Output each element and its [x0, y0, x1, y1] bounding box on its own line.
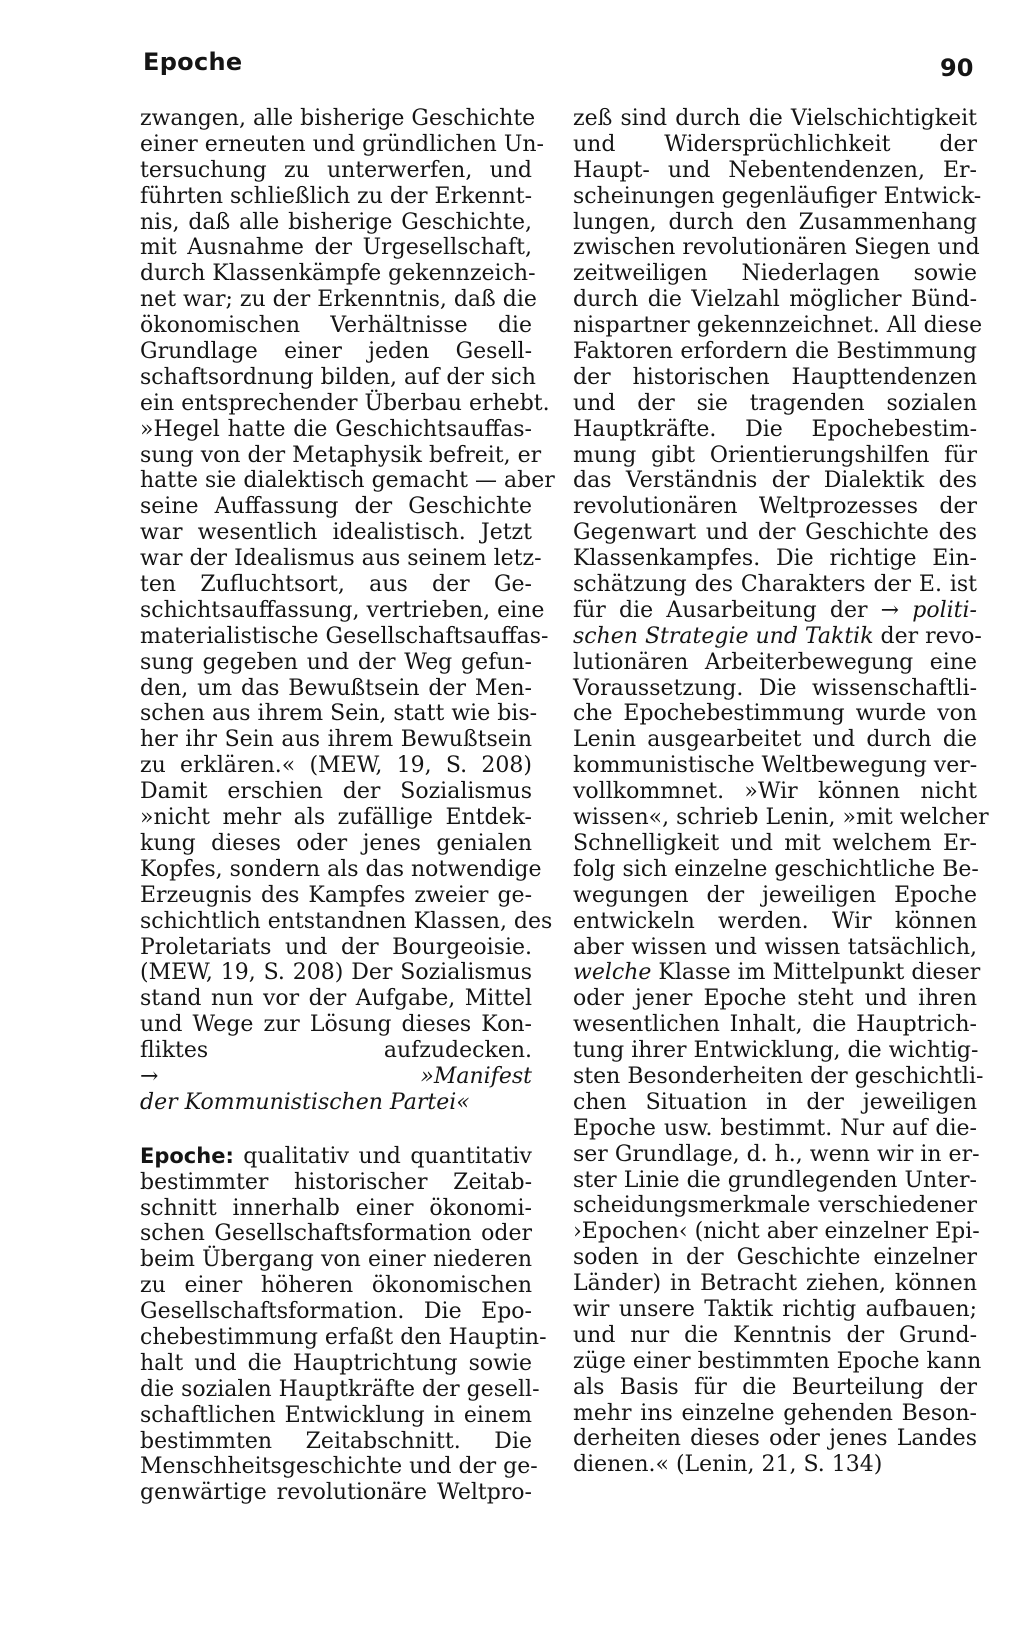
text-line: ster Linie die grundlegenden Unter-	[573, 1167, 977, 1193]
entry-text-part	[573, 649, 989, 961]
text-line: vollkommnet. »Wir können nicht	[573, 779, 977, 805]
text-line	[140, 1144, 532, 1170]
right-column	[573, 106, 989, 1478]
text-line: wissen«, schrieb Lenin, »mit welcher	[573, 805, 989, 831]
text-line: Gegenwart und der Geschichte des	[573, 520, 977, 546]
text-line	[573, 598, 977, 624]
text-line: Erzeugnis des Kampfes zweier ge-	[140, 882, 532, 908]
text-line: soden in der Geschichte einzelner	[573, 1245, 977, 1271]
text-line: bestimmten Zeitabschnitt. Die	[140, 1428, 532, 1454]
text-line: »Hegel hatte die Geschichtsauffas-	[140, 416, 532, 442]
text-line: durch Klassenkämpfe gekennzeich-	[140, 261, 536, 287]
text-line: chen Situation in der jeweiligen	[573, 1089, 977, 1115]
crossref-strategy: politi-	[912, 597, 977, 623]
crossref-arrow: →	[140, 1063, 159, 1089]
text-line: net war; zu der Erkenntnis, daß die	[140, 287, 537, 313]
text-line: beim Übergang von einer niederen	[140, 1247, 532, 1273]
text-line: Klassenkampfes. Die richtige Ein-	[573, 546, 977, 572]
text-line: mit Ausnahme der Urgesellschaft,	[140, 235, 532, 261]
running-head: Epoche	[143, 48, 243, 76]
text-line: ›Epochen‹ (nicht aber einzelner Epi-	[573, 1219, 980, 1245]
lemma-epoche: Epoche:	[140, 1143, 234, 1168]
text-line: sten Besonderheiten der geschichtli-	[573, 1063, 984, 1089]
text-line: Kopfes, sondern als das notwendige	[140, 856, 542, 882]
text-line: mung gibt Orientierungshilfen für	[573, 442, 977, 468]
text-line: genwärtige revolutionäre Weltpro-	[140, 1480, 532, 1506]
text-line: schaftsordnung bilden, auf der sich	[140, 364, 536, 390]
text-line: che Epochebestimmung wurde von	[573, 701, 977, 727]
text-line: ser Grundlage, d. h., wenn wir in er-	[573, 1141, 980, 1167]
text-line: entwickeln werden. Wir können	[573, 908, 977, 934]
text-line: tung ihrer Entwicklung, die wichtig-	[573, 1038, 979, 1064]
text-line: die sozialen Hauptkräfte der gesell-	[140, 1376, 540, 1402]
text-line: und Widersprüchlichkeit der	[573, 131, 977, 157]
text-line: zu einer höheren ökonomischen	[140, 1273, 532, 1299]
entry-gap	[140, 1116, 532, 1144]
text-line	[573, 960, 981, 986]
text-line: nispartner gekennzeichnet. All diese	[573, 313, 983, 339]
text-line: ein entsprechender Überbau erhebt.	[140, 390, 550, 416]
text-line: seine Auffassung der Geschichte	[140, 494, 532, 520]
text-line: kommunistische Weltbewegung ver-	[573, 753, 978, 779]
text-line: war wesentlich idealistisch. Jetzt	[140, 520, 532, 546]
text-line: Damit erschien der Sozialismus	[140, 779, 532, 805]
text-line: lungen, durch den Zusammenhang	[573, 209, 977, 235]
text-line: Länder) in Betracht ziehen, können	[573, 1271, 977, 1297]
entry-text-part	[573, 106, 983, 598]
text-line: züge einer bestimmten Epoche kann	[573, 1348, 982, 1374]
text-line: Epoche usw. bestimmt. Nur auf die-	[573, 1115, 977, 1141]
text-line: ten Zufluchtsort, aus der Ge-	[140, 572, 532, 598]
entry-definition-start: qualitativ und quantitativ	[243, 1143, 532, 1169]
text-line: oder jener Epoche steht und ihren	[573, 986, 977, 1012]
text-line: bestimmter historischer Zeitab-	[140, 1169, 532, 1195]
text-line: wegungen der jeweiligen Epoche	[573, 882, 977, 908]
text-line: Schnelligkeit und mit welchem Er-	[573, 830, 977, 856]
text-line: halt und die Hauptrichtung sowie	[140, 1350, 532, 1376]
text-line: durch die Vielzahl möglicher Bünd-	[573, 287, 977, 313]
text-line: sung gegeben und der Weg gefun-	[140, 649, 532, 675]
text-line: aber wissen und wissen tatsächlich,	[573, 934, 977, 960]
text-line: schaftlichen Entwicklung in einem	[140, 1402, 532, 1428]
line-text: der revo-	[880, 623, 982, 649]
text-line: zwischen revolutionären Siegen und	[573, 235, 980, 261]
text-line: und Wege zur Lösung dieses Kon-	[140, 1012, 532, 1038]
line-text: für die Ausarbeitung der	[573, 597, 868, 623]
text-line: war der Idealismus aus seinem letz-	[140, 546, 542, 572]
text-line: schnitt innerhalb einer ökonomi-	[140, 1195, 532, 1221]
entry-text-part	[573, 986, 984, 1478]
emphasis-welche: welche	[573, 960, 652, 986]
text-line: zeß sind durch die Vielschichtigkeit	[573, 106, 977, 131]
text-line: wir unsere Taktik richtig aufbauen;	[573, 1296, 977, 1322]
text-line: schätzung des Charakters der E. ist	[573, 572, 977, 598]
text-line: den, um das Bewußtsein der Men-	[140, 675, 532, 701]
text-line: folg sich einzelne geschichtliche Be-	[573, 856, 979, 882]
text-line: Gesellschaftsformation. Die Epo-	[140, 1299, 532, 1325]
text-line: schichtlich entstandnen Klassen, des	[140, 908, 553, 934]
text-line: revolutionären Weltprozesses der	[573, 494, 977, 520]
text-line: Voraussetzung. Die wissenschaftli-	[573, 675, 977, 701]
text-line: einer erneuten und gründlichen Un-	[140, 131, 544, 157]
page-number: 90	[940, 54, 974, 82]
text-line: schen aus ihrem Sein, statt wie bis-	[140, 701, 538, 727]
text-line: führten schließlich zu der Erkennt-	[140, 183, 533, 209]
text-line: Proletariats und der Bourgeoisie.	[140, 934, 532, 960]
crossref-manifest: »Manifest	[420, 1063, 532, 1089]
entry-epoche-text	[140, 1169, 547, 1507]
text-line: materialistische Gesellschaftsauffas-	[140, 623, 549, 649]
text-line: zeitweiligen Niederlagen sowie	[573, 261, 977, 287]
text-line	[573, 623, 982, 650]
text-line: her ihr Sein aus ihrem Bewußtsein	[140, 727, 532, 753]
text-line: (MEW, 19, S. 208) Der Sozialismus	[140, 960, 532, 986]
text-line: wesentlichen Inhalt, die Hauptrich-	[573, 1012, 977, 1038]
text-line	[140, 1090, 532, 1116]
text-line: kung dieses oder jenes genialen	[140, 830, 532, 856]
text-line: fliktes aufzudecken.	[140, 1038, 532, 1064]
text-line: lutionären Arbeiterbewegung eine	[573, 649, 977, 675]
text-line: mehr ins einzelne gehenden Beson-	[573, 1400, 977, 1426]
text-line: und der sie tragenden sozialen	[573, 390, 977, 416]
text-line: dienen.« (Lenin, 21, S. 134)	[573, 1452, 883, 1478]
text-line: »nicht mehr als zufällige Entdek-	[140, 805, 532, 831]
text-line: schichtsauffassung, vertrieben, eine	[140, 597, 545, 623]
crossref-arrow: →	[880, 597, 900, 623]
text-line: scheinungen gegenläufiger Entwick-	[573, 183, 982, 209]
text-line: stand nun vor der Aufgabe, Mittel	[140, 986, 532, 1012]
text-line: derheiten dieses oder jenes Landes	[573, 1426, 977, 1452]
text-line	[140, 1064, 532, 1090]
text-line: Faktoren erfordern die Bestimmung	[573, 339, 977, 365]
text-line: zu erklären.« (MEW, 19, S. 208)	[140, 753, 532, 779]
text-line: das Verständnis der Dialektik des	[573, 468, 977, 494]
previous-entry-continuation	[140, 106, 555, 1064]
line-text: Klasse im Mittelpunkt dieser	[658, 960, 981, 986]
text-line: chebestimmung erfaßt den Hauptin-	[140, 1324, 547, 1350]
text-line: Grundlage einer jeden Gesell-	[140, 339, 532, 365]
text-line: Lenin ausgearbeitet und durch die	[573, 727, 977, 753]
text-line: Haupt- und Nebentendenzen, Er-	[573, 157, 977, 183]
text-line: zwangen, alle bisherige Geschichte	[140, 106, 536, 131]
text-line: scheidungsmerkmale verschiedener	[573, 1193, 977, 1219]
text-line: schen Gesellschaftsformation oder	[140, 1221, 532, 1247]
text-line: Hauptkräfte. Die Epochebestim-	[573, 416, 977, 442]
text-line: und nur die Kenntnis der Grund-	[573, 1322, 977, 1348]
text-line: hatte sie dialektisch gemacht — aber	[140, 468, 555, 494]
text-line: als Basis für die Beurteilung der	[573, 1374, 977, 1400]
text-line: Menschheitsgeschichte und der ge-	[140, 1454, 538, 1480]
left-column	[140, 106, 555, 1506]
text-line: tersuchung zu unterwerfen, und	[140, 157, 532, 183]
crossref-strategy-cont: schen Strategie und Taktik	[573, 623, 874, 649]
text-line: sung von der Metaphysik befreit, er	[140, 442, 542, 468]
text-line: ökonomischen Verhältnisse die	[140, 313, 532, 339]
text-line: der historischen Haupttendenzen	[573, 364, 977, 390]
text-line: nis, daß alle bisherige Geschichte,	[140, 209, 532, 235]
crossref-manifest-cont: der Kommunistischen Partei«	[140, 1089, 470, 1115]
